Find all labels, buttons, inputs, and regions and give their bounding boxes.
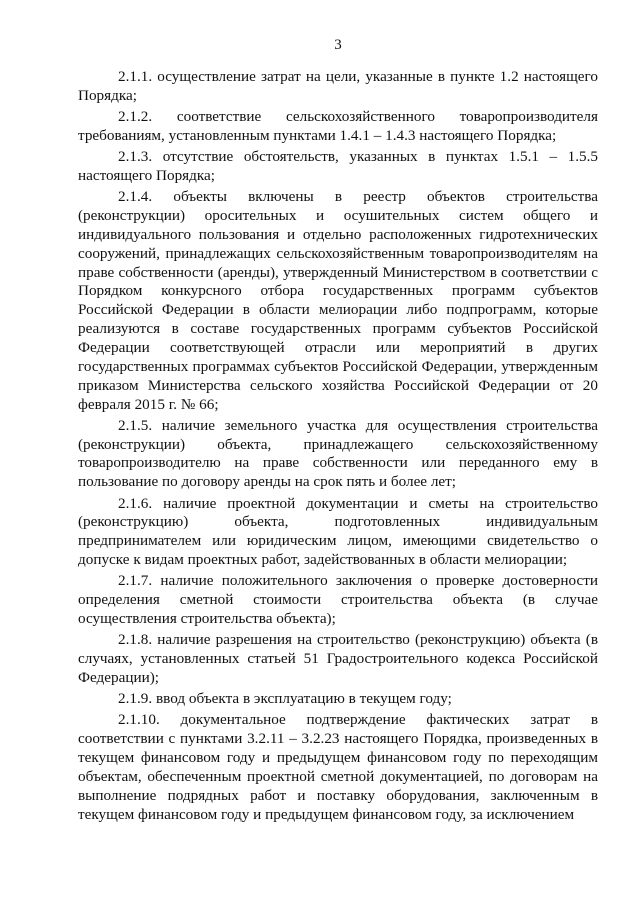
paragraph-2-1-1: 2.1.1. осуществление затрат на цели, указанные в пункте 1.2 настоящего Порядка; (78, 68, 598, 104)
paragraph-2-1-4: 2.1.4. объекты включены в реестр объектов строительства (реконструкции) оросительных и осушительных систем общего и индивидуального пользования и отдельно расположенных гидротехнических сооружений, принадлежащих сельскохозяйственным товаропроизводителям на праве собственности (аренды), утвержденный Министерством в соответствии с Порядком конкурсного отбора государственных программ субъектов Российской Федерации в области мелиорации либо подпрограмм, которые реализуются в составе государственных программ субъектов Российской Федерации соответствующей отрасли или мероприятий в других государственных программах субъектов Российской Федерации, утвержденным приказом Министерства сельского хозяйства Российской Федерации от 20 февраля 2015 г. № 66; (78, 188, 598, 413)
page-number: 3 (334, 37, 342, 53)
paragraph-2-1-8: 2.1.8. наличие разрешения на строительство (реконструкцию) объекта (в случаях, установленных статьей 51 Градостроительного кодекса Российской Федерации); (78, 631, 598, 686)
paragraph-2-1-5: 2.1.5. наличие земельного участка для осуществления строительства (реконструкции) объекта, принадлежащего сельскохозяйственному товаропроизводителю на праве собственности или переданного ему в пользование по договору аренды на срок пять и более лет; (78, 416, 598, 491)
paragraph-2-1-2: 2.1.2. соответствие сельскохозяйственного товаропроизводителя требованиям, установленным пунктами 1.4.1 – 1.4.3 настоящего Порядка; (78, 108, 598, 144)
paragraph-2-1-7: 2.1.7. наличие положительного заключения о проверке достоверности определения сметной стоимости строительства объекта (в случае осуществления строительства объекта); (78, 572, 598, 627)
paragraph-2-1-10: 2.1.10. документальное подтверждение фактических затрат в соответствии с пунктами 3.2.11 – 3.2.23 настоящего Порядка, произведенных в текущем финансовом году и предыдущем финансовом году по переходящим объектам, обеспеченным проектной сметной документацией, по договорам на выполнение подрядных работ и поставку оборудования, заключенным в текущем финансовом году и предыдущем финансовом году, за исключением (78, 711, 598, 823)
paragraph-2-1-9: 2.1.9. ввод объекта в эксплуатацию в текущем году; (118, 690, 452, 708)
paragraph-2-1-3: 2.1.3. отсутствие обстоятельств, указанных в пунктах 1.5.1 – 1.5.5 настоящего Порядка; (78, 148, 598, 184)
paragraph-2-1-6: 2.1.6. наличие проектной документации и сметы на строительство (реконструкцию) объекта, подготовленных индивидуальным предпринимателем или юридическим лицом, имеющими свидетельство о допуске к видам проектных работ, задействованных в области мелиорации; (78, 494, 598, 569)
